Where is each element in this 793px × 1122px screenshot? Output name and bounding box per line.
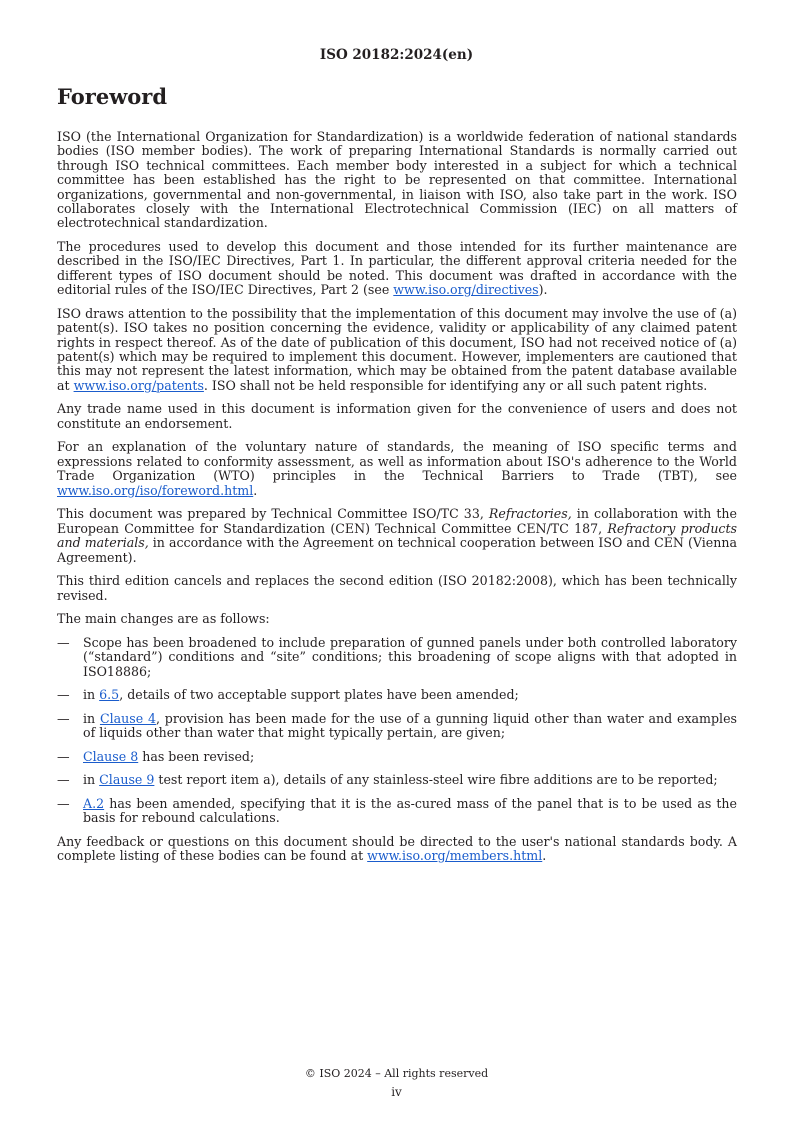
- paragraph-feedback: [57, 835, 737, 864]
- dash-marker: —: [57, 795, 70, 811]
- changes-list: [57, 636, 737, 826]
- clause-6-5-link[interactable]: 6.5: [99, 687, 120, 703]
- paragraph-patents: [57, 307, 737, 393]
- list-item: [57, 773, 737, 787]
- members-link[interactable]: www.iso.org/members.html: [367, 848, 543, 864]
- list-item-text: Scope has been broadened to include preparation of gunned panels under both controlled laboratory (“standard”) conditions and “site” conditions; this broadening of scope aligns with that adopted in ISO18886;: [83, 634, 737, 679]
- paragraph-text: This document was prepared by Technical Committee ISO/TC 33,: [57, 506, 489, 522]
- foreword-body: [57, 130, 737, 873]
- list-item-text: in: [83, 687, 100, 703]
- paragraph-procedures: [57, 240, 737, 298]
- list-item-text: has been amended, specifying that it is the as-cured mass of the panel that is to be used as the basis for rebound calculations.: [83, 795, 737, 826]
- committee-name: Refractories,: [488, 506, 572, 522]
- annex-a2-link[interactable]: A.2: [83, 795, 105, 811]
- list-item-text: in: [83, 710, 100, 726]
- document-header: ISO 20182:2024(en): [319, 47, 474, 63]
- paragraph-text-end: . ISO shall not be held responsible for identifying any or all such patent rights.: [203, 377, 708, 393]
- patents-link[interactable]: www.iso.org/patents: [73, 377, 204, 393]
- dash-marker: —: [57, 634, 70, 650]
- cen-committee-name: Refractory products and materials,: [57, 520, 738, 551]
- list-item-text: in: [83, 772, 100, 788]
- paragraph-main-changes: The main changes are as follows:: [57, 611, 270, 627]
- page-title: Foreword: [57, 84, 168, 109]
- list-item: [57, 797, 737, 826]
- paragraph-text: For an explanation of the voluntary nature of standards, the meaning of ISO specific terms and expressions related to conformity assessment, as well as information about ISO's adherence to the World Trade Organization (WTO) principles in the Technical Barriers to Trade (TBT), see: [57, 439, 737, 484]
- paragraph-text-end: ).: [538, 282, 548, 298]
- paragraph-prepared-by: [57, 507, 737, 565]
- directives-link[interactable]: www.iso.org/directives: [393, 282, 539, 298]
- paragraph-text-end: .: [542, 848, 547, 864]
- page-number: iv: [391, 1085, 402, 1099]
- paragraph-iso-intro: ISO (the International Organization for Standardization) is a worldwide federation of national standards bodies (ISO member bodies). The work of preparing International Standards is normally carried out through ISO technical committees. Each member body interested in a subject for which a technical committee has been established has the right to be represented on that committee. International organizations, governmental and non-governmental, in liaison with ISO, also take part in the work. ISO collaborates closely with the International Electrotechnical Commission (IEC) on all matters of electrotechnical standardization.: [57, 129, 737, 231]
- paragraph-text: ISO draws attention to the possibility that the implementation of this document may involve the use of (a) patent(s). ISO takes no position concerning the evidence, validity or applicability of any claimed patent rights in respect thereof. As of the date of publication of this document, ISO had not received notice of (a) patent(s) which may be required to implement this document. However, implementers are cautioned that this may not represent the latest information, which may be obtained from the patent database available at: [57, 305, 737, 393]
- clause-4-link[interactable]: Clause 4: [99, 710, 156, 726]
- paragraph-text: in collaboration with the European Committee for Standardization (CEN) Technical Committee CEN/TC 187,: [57, 506, 737, 536]
- paragraph-trade-name: Any trade name used in this document is information given for the convenience of users and does not constitute an endorsement.: [57, 401, 737, 431]
- paragraph-edition: This third edition cancels and replaces the second edition (ISO 20182:2008), which has been technically revised.: [57, 573, 737, 603]
- list-item-text: , details of two acceptable support plates have been amended;: [119, 687, 519, 703]
- paragraph-text-end: in accordance with the Agreement on technical cooperation between ISO and CEN (Vienna Agreement).: [57, 535, 737, 565]
- copyright-notice: © ISO 2024 – All rights reserved: [304, 1067, 489, 1080]
- paragraph-text: The procedures used to develop this document and those intended for its further maintenance are described in the ISO/IEC Directives, Part 1. In particular, the different approval criteria needed for the different types of ISO document should be noted. This document was drafted in accordance with the editorial rules of the ISO/IEC Directives, Part 2 (see: [57, 239, 737, 298]
- dash-marker: —: [57, 772, 70, 788]
- list-item: [57, 750, 737, 764]
- list-item-text: test report item a), details of any stainless-steel wire fibre additions are to be reported;: [154, 772, 718, 788]
- list-item: [57, 688, 737, 702]
- clause-8-link[interactable]: Clause 8: [83, 748, 139, 764]
- list-item-text: has been revised;: [138, 748, 255, 764]
- list-item-text: , provision has been made for the use of a gunning liquid other than water and examples of liquids other than water that might typically pertain, are given;: [83, 710, 737, 741]
- dash-marker: —: [57, 687, 70, 703]
- dash-marker: —: [57, 710, 70, 726]
- foreword-link[interactable]: www.iso.org/iso/foreword.html: [57, 482, 254, 498]
- paragraph-voluntary-nature: [57, 440, 737, 498]
- paragraph-text: Any feedback or questions on this document should be directed to the user's national standards body. A complete listing of these bodies can be found at: [57, 833, 737, 864]
- list-item: [57, 712, 737, 741]
- clause-9-link[interactable]: Clause 9: [99, 772, 155, 788]
- paragraph-text-end: .: [253, 482, 258, 498]
- list-item: [57, 636, 737, 679]
- dash-marker: —: [57, 748, 70, 764]
